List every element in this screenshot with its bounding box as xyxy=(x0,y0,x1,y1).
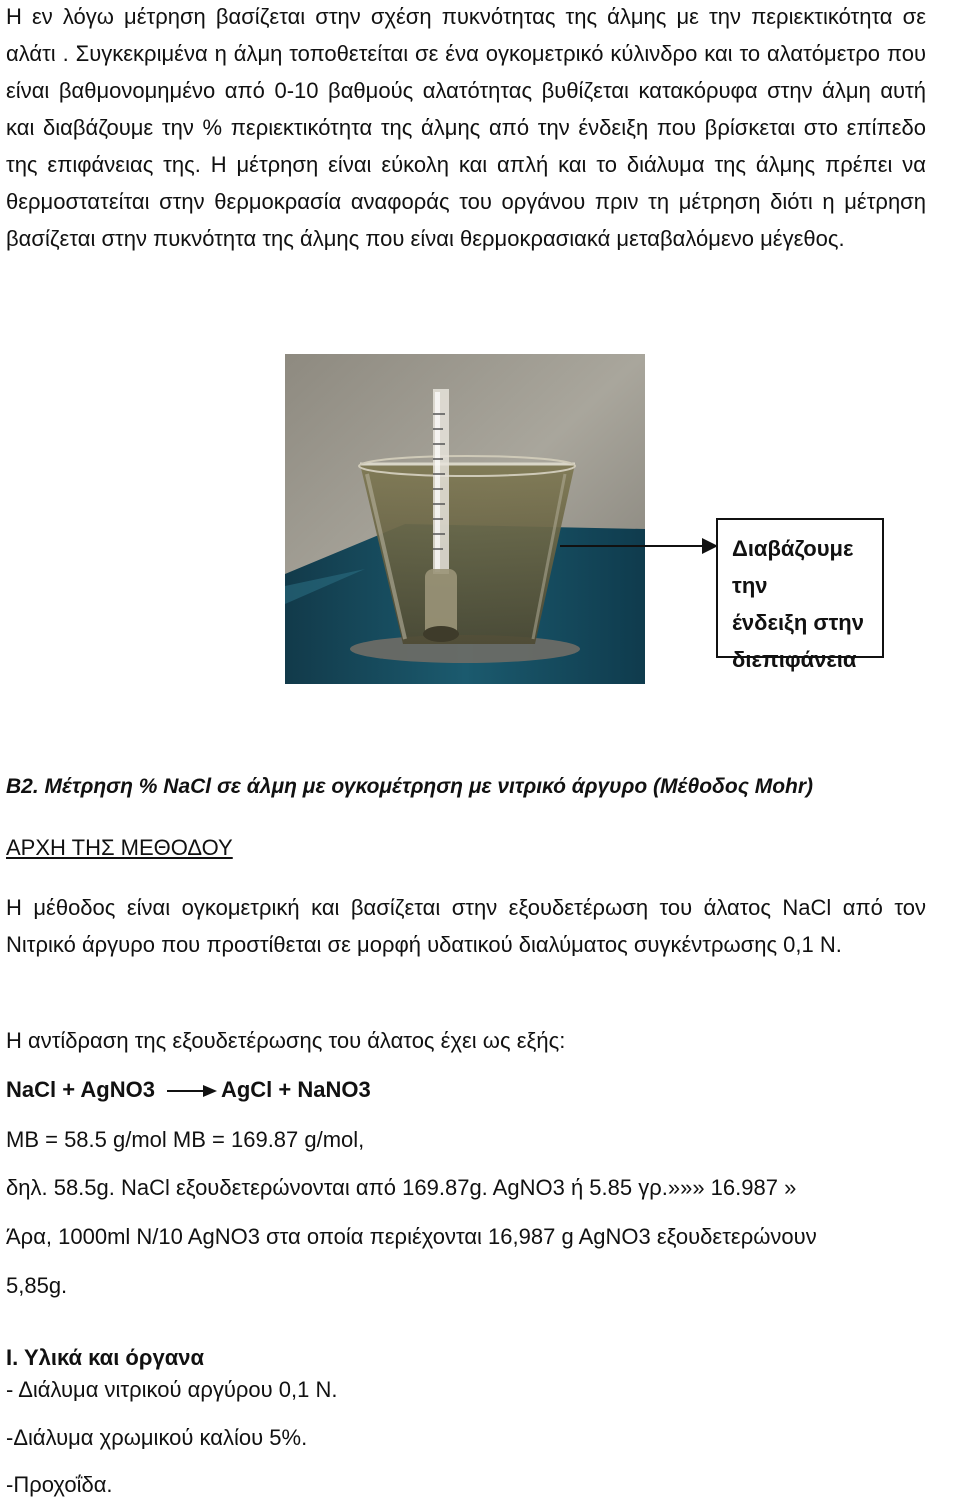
hydrometer-figure xyxy=(0,350,960,700)
materials-item: -Διάλυμα χρωμικού καλίου 5%. xyxy=(6,1425,308,1450)
hydrometer-photo xyxy=(285,354,645,684)
section-b2-heading: Β2. Μέτρηση % NaCl σε άλμη με ογκομέτρηση με νιτρικό άργυρο (Μέθοδος Mohr) xyxy=(6,775,814,798)
conclusion-line: 5,85g. xyxy=(6,1273,68,1298)
reaction-reactants: NaCl + AgNO3 xyxy=(6,1077,155,1102)
callout-line: Διαβάζουμε την xyxy=(732,536,854,598)
equivalence-line: δηλ. 58.5g. NaCl εξουδετερώνονται από 169.87g. AgNO3 ή 5.85 γρ.»»» 16.987 » xyxy=(6,1175,797,1200)
principle-heading: ΑΡΧΗ ΤΗΣ ΜΕΘΟΔΟΥ xyxy=(6,835,233,860)
intro-paragraph: Η εν λόγω μέτρηση βασίζεται στην σχέση πυκνότητας της άλμης με την περιεκτικότητα σε αλάτι . Συγκεκριμένα η άλμη τοποθετείται σε ένα ογκομετρικό κύλινδρο και το αλατόμετρο που είναι βαθμονομημένο από 0-10 βαθμούς αλατότητας βυθίζεται κατακόρυφα στην άλμη αυτή και διαβάζουμε την % περιεκτικότητα της άλμης από την ένδειξη που βρίσκεται στο επίπεδο της επιφάνειας της. Η μέτρηση είναι εύκολη και απλή και το διάλυμα της άλμης πρέπει να θερμοστατείται στην θερμοκρασία αναφοράς του οργάνου πριν τη μέτρηση διότι η μέτρηση βασίζεται στην πυκνότητα της άλμης που είναι θερμοκρασιακά μεταβαλόμενο μέγεθος. xyxy=(6,4,926,251)
callout-line: διεπιφάνεια xyxy=(732,647,857,672)
reaction-intro: Η αντίδραση της εξουδετέρωσης του άλατος έχει ως εξής: xyxy=(6,1028,566,1053)
conclusion-line: Άρα, 1000ml N/10 AgNO3 στα οποία περιέχονται 16,987 g AgNO3 εξουδετερώνουν xyxy=(6,1224,817,1249)
molar-masses: MB = 58.5 g/mol MB = 169.87 g/mol, xyxy=(6,1127,365,1152)
principle-text: Η μέθοδος είναι ογκομετρική και βασίζεται στην εξουδετέρωση του άλατος NaCl από τον Νιτρικό άργυρο που προστίθεται σε μορφή υδατικού διαλύματος συγκέντρωσης 0,1 Ν. xyxy=(6,895,926,957)
reaction-arrow-icon xyxy=(167,1084,217,1098)
pointer-arrow xyxy=(560,532,720,562)
callout-box xyxy=(716,518,884,672)
materials-item: -Προχοΐδα. xyxy=(6,1472,113,1497)
materials-heading: Ι. Υλικά και όργανα xyxy=(6,1345,204,1370)
reaction-products: AgCl + NaNO3 xyxy=(220,1077,371,1102)
materials-item: - Διάλυμα νιτρικού αργύρου 0,1 Ν. xyxy=(6,1377,338,1402)
reaction-equation xyxy=(6,1075,371,1105)
callout-line: ένδειξη στην xyxy=(732,610,864,635)
